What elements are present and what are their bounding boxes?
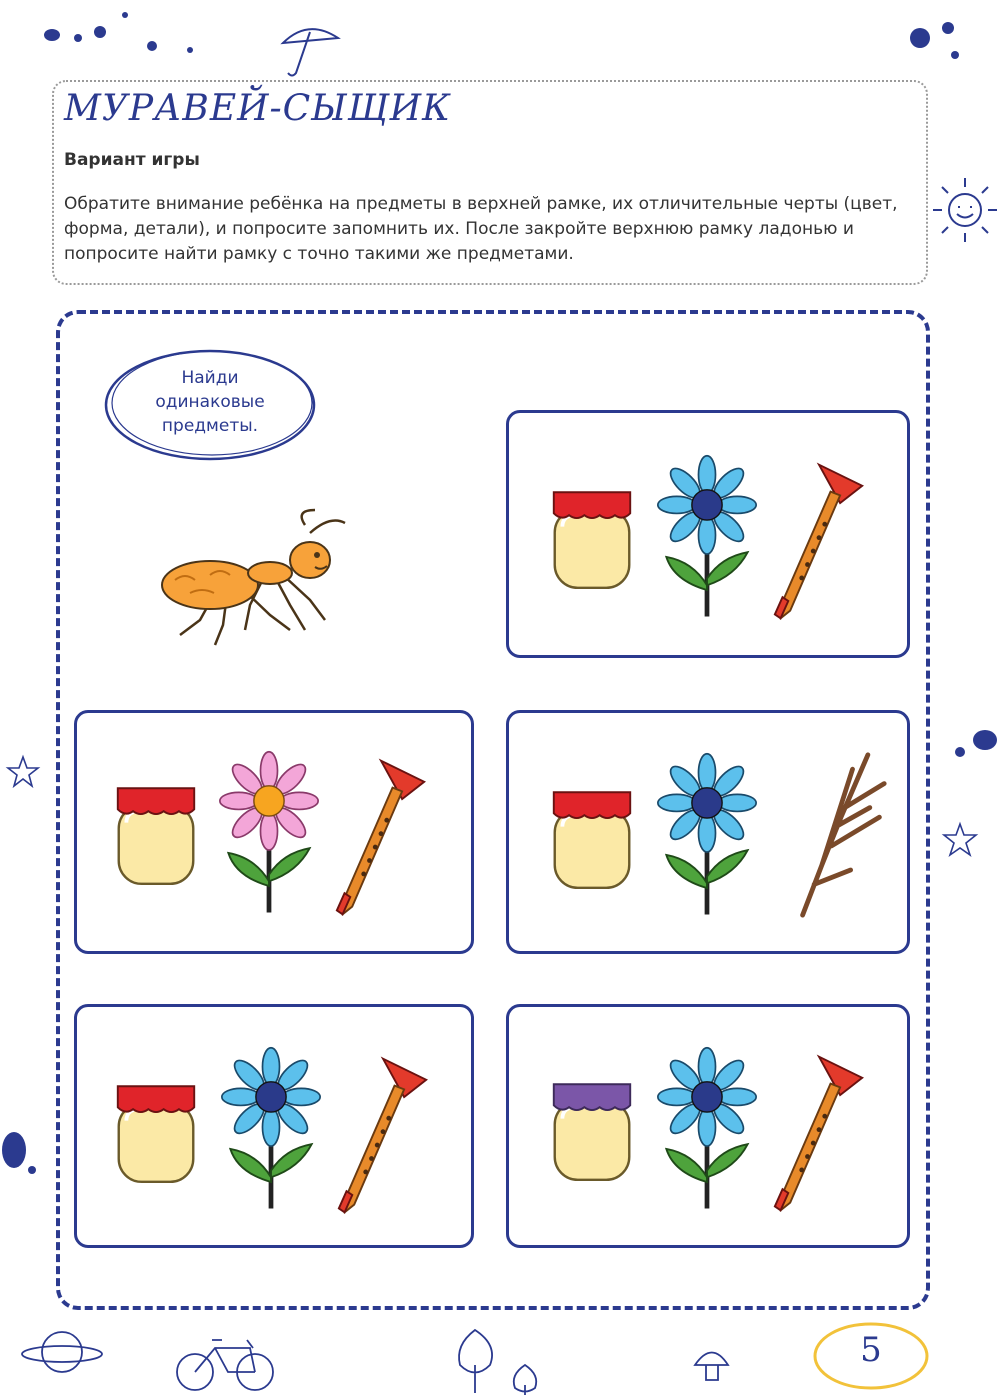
option-card-2[interactable]: [506, 710, 910, 954]
blue-flower-icon: [655, 453, 759, 623]
honey-jar-red-lid-icon: [113, 1081, 199, 1189]
red-flute-icon: [335, 1049, 431, 1221]
page-number: 5: [860, 1330, 882, 1370]
star-icon: [6, 755, 40, 789]
option-card-4[interactable]: [506, 1004, 910, 1248]
game-variant-heading: Вариант игры: [64, 150, 200, 170]
branch-icon: [793, 745, 889, 923]
blue-flower-icon: [219, 1045, 323, 1215]
honey-jar-purple-lid-icon: [549, 1079, 635, 1187]
footer-doodles: [0, 1310, 820, 1395]
honey-jar-red-lid-icon: [549, 487, 635, 595]
blue-flower-icon: [655, 751, 759, 921]
star-icon: [942, 822, 978, 858]
umbrella-icon: [278, 18, 348, 78]
bubble-line-1: Найди: [181, 368, 239, 388]
honey-jar-red-lid-icon: [113, 783, 199, 891]
pink-flower-icon: [217, 749, 321, 919]
reference-card[interactable]: [506, 410, 910, 658]
page-title: МУРАВЕЙ-СЫЩИК: [64, 88, 451, 129]
ant-illustration: [155, 505, 355, 650]
bubble-line-2: одинаковые: [155, 392, 265, 412]
sun-icon: [930, 175, 1000, 245]
red-flute-icon: [333, 751, 429, 923]
red-flute-icon: [771, 455, 867, 627]
red-flute-icon: [771, 1047, 867, 1219]
bubble-text: [120, 366, 300, 438]
option-card-1[interactable]: [74, 710, 474, 954]
blue-flower-icon: [655, 1045, 759, 1215]
instructions-box: [52, 80, 928, 285]
bubble-line-3: предметы.: [161, 416, 259, 436]
honey-jar-red-lid-icon: [549, 787, 635, 895]
option-card-3[interactable]: [74, 1004, 474, 1248]
instructions-text: Обратите внимание ребёнка на предметы в верхней рамке, их отличительные черты (цвет, форма, детали), и попросите запомнить их. После закройте верхнюю рамку ладонью и попросите найти рамку с точно такими же предметами.: [64, 194, 898, 264]
